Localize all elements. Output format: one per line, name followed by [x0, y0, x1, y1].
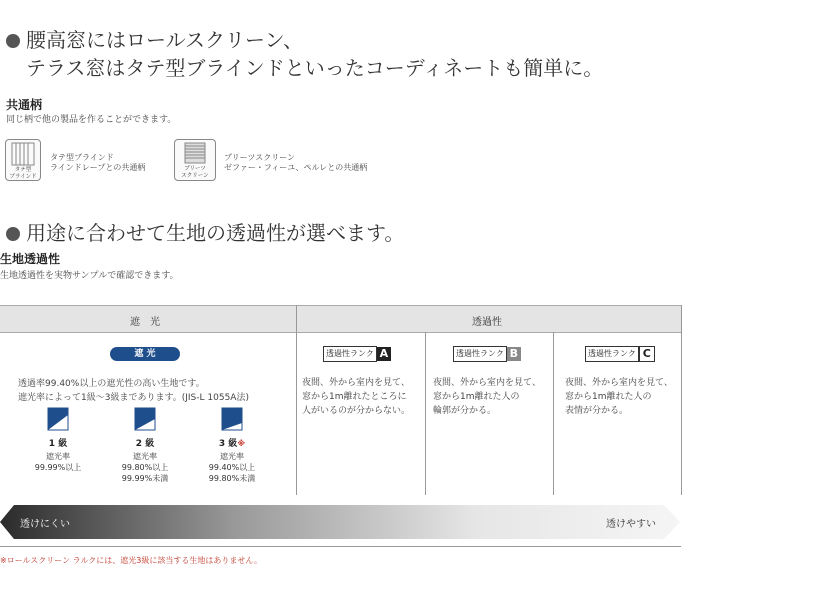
footnote: ※ロールスクリーン ラルクには、遮光3級に該当する生地はありません。: [0, 556, 262, 565]
svg-text:プリーツ: プリーツ: [184, 166, 206, 172]
svg-text:ブラインド: ブラインド: [9, 174, 37, 180]
vertical-blind-icon: [5, 139, 41, 181]
grade-2-t1: 遮光率: [133, 452, 157, 461]
rank-c-line3: 表情が分かる。: [565, 406, 629, 416]
common-pattern-desc: 同じ柄で他の製品を作ることができます。: [6, 115, 177, 125]
header-blackout: 遮 光: [130, 317, 160, 328]
gradient-right-label: 透けやすい: [606, 519, 656, 530]
header-transparency: 透過性: [472, 317, 502, 328]
rank-a-line2: 窓から1m離れたところに: [302, 392, 407, 402]
grade-1-label-text: 1 級: [48, 439, 68, 449]
rank-a-label: 透過性ランク: [323, 346, 377, 362]
grade-2-label-text: 2 級: [135, 439, 155, 449]
grade-3-note-mark: ※: [237, 439, 246, 448]
heading-1-line2: テラス窓はタテ型ブラインドといったコーディネートも簡単に。: [26, 56, 604, 80]
rank-a-badge: [323, 346, 391, 362]
grade-3-t2: 99.40%以上: [208, 463, 256, 472]
rank-a-line3: 人がいるのが分からない。: [302, 406, 411, 416]
common-item2-line2: ゼファー・フィーユ、ペルレとの共通柄: [224, 163, 368, 172]
rank-c-label: 透過性ランク: [585, 346, 639, 362]
grade-1-t1: 遮光率: [46, 452, 70, 461]
gradient-left-label: 透けにくい: [20, 519, 70, 530]
rank-c-badge: [585, 346, 655, 362]
common-item1-line1: タテ型ブラインド: [50, 153, 114, 162]
column-divider: [425, 332, 426, 495]
common-item2-line1: プリーツスクリーン: [224, 153, 296, 162]
blackout-grade-1-icon: [47, 407, 69, 431]
transparency-desc: 生地透過性を実物サンプルで確認できます。: [0, 271, 179, 281]
rank-b-line3: 輪郭が分かる。: [433, 406, 497, 416]
grade-2-t3: 99.99%未満: [121, 474, 169, 483]
rank-b-badge: [453, 346, 521, 362]
grade-2-label: [121, 436, 169, 449]
common-pattern-title: 共通柄: [6, 98, 43, 112]
bullet-icon: [6, 34, 20, 48]
column-divider: [681, 305, 682, 495]
grade-3-label-text: 3 級: [218, 439, 238, 449]
svg-text:スクリーン: スクリーン: [181, 173, 209, 179]
column-divider: [296, 305, 297, 495]
rank-c-line2: 窓から1m離れた人の: [565, 392, 652, 402]
grade-1-t2: 99.99%以上: [34, 463, 82, 472]
rank-b-letter: B: [507, 347, 521, 361]
bullet-icon: [6, 227, 20, 241]
bottom-divider: [0, 546, 681, 547]
blackout-grade-3-icon: [221, 407, 243, 431]
grade-3-t3: 99.80%未満: [208, 474, 256, 483]
rank-a-line1: 夜間、外から室内を見て、: [302, 378, 410, 388]
rank-c-line1: 夜間、外から室内を見て、: [565, 378, 673, 388]
grade-1-label: [34, 436, 82, 449]
column-divider: [553, 332, 554, 495]
rank-b-line1: 夜間、外から室内を見て、: [433, 378, 541, 388]
rank-c-letter: C: [639, 346, 655, 362]
transparency-gradient-bar: [0, 503, 682, 541]
grade-3-t1: 遮光率: [220, 452, 244, 461]
svg-text:タテ型: タテ型: [14, 167, 32, 173]
rank-b-line2: 窓から1m離れた人の: [433, 392, 520, 402]
table-header: [0, 305, 681, 333]
heading-2: 用途に合わせて生地の透過性が選べます。: [26, 221, 405, 245]
common-item1-line2: ラインドレープとの共通柄: [50, 163, 146, 172]
rank-b-label: 透過性ランク: [453, 346, 507, 362]
heading-1-line1: 腰高窓にはロールスクリーン、: [26, 28, 303, 52]
grade-3-label: [208, 436, 256, 449]
grade-2-t2: 99.80%以上: [121, 463, 169, 472]
blackout-desc-line2: 遮光率によって1級〜3級まであります。(JIS-L 1055A法): [18, 393, 249, 403]
rank-a-letter: A: [377, 347, 391, 361]
blackout-desc-line1: 透過率99.40%以上の遮光性の高い生地です。: [18, 379, 205, 389]
transparency-title: 生地透過性: [0, 252, 61, 266]
blackout-grade-2-icon: [134, 407, 156, 431]
blackout-badge: 遮 光: [110, 347, 180, 361]
pleats-screen-icon: [174, 139, 216, 181]
